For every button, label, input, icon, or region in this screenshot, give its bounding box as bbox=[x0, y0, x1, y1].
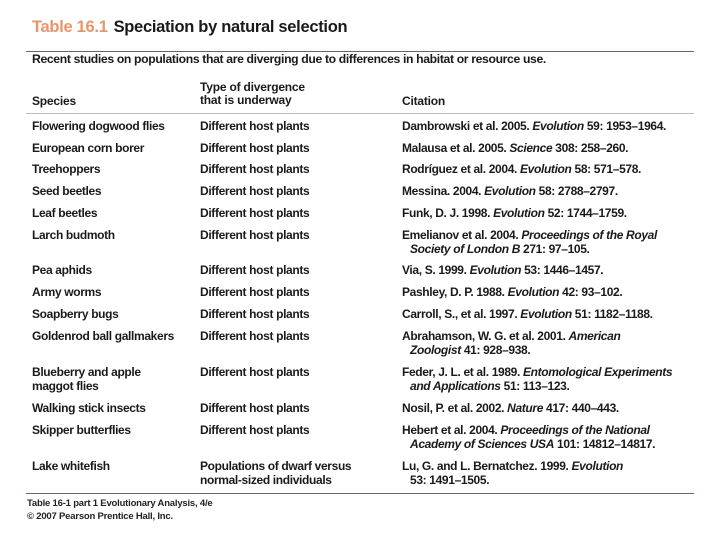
divergence-type-cell bbox=[200, 459, 400, 487]
header-species: Species bbox=[32, 94, 76, 108]
citation-text: Hebert et al. 2004. bbox=[402, 423, 501, 437]
journal-name: Evolution bbox=[484, 184, 536, 198]
species-cell bbox=[32, 162, 197, 176]
species-cell bbox=[32, 307, 197, 321]
divergence-type-cell-line: Different host plants bbox=[200, 423, 310, 437]
species-cell-line: Leaf beetles bbox=[32, 206, 98, 220]
divergence-type-cell bbox=[200, 423, 400, 437]
divergence-type-cell-line: Different host plants bbox=[200, 263, 310, 277]
citation-text: 271: 97–105. bbox=[520, 242, 590, 256]
journal-name: Society of London B bbox=[410, 242, 521, 256]
citation-cell bbox=[402, 206, 712, 220]
journal-name: Nature bbox=[507, 401, 544, 415]
journal-name: and Applications bbox=[410, 379, 501, 393]
citation-cell bbox=[402, 228, 712, 256]
species-cell-line: European corn borer bbox=[32, 141, 145, 155]
citation-cell bbox=[402, 365, 712, 393]
divergence-type-cell-line: Different host plants bbox=[200, 228, 310, 242]
divergence-type-cell-line: Different host plants bbox=[200, 184, 310, 198]
citation-cell bbox=[402, 401, 712, 415]
table-title-text: Speciation by natural selection bbox=[113, 18, 348, 36]
species-cell-line: Soapberry bugs bbox=[32, 307, 119, 321]
journal-name: Evolution bbox=[532, 119, 584, 133]
footer-copyright: © 2007 Pearson Prentice Hall, Inc. bbox=[27, 511, 173, 522]
citation-line bbox=[402, 459, 712, 473]
citation-text: 308: 258–260. bbox=[552, 141, 629, 155]
divergence-type-cell-line: Different host plants bbox=[200, 307, 310, 321]
citation-cell bbox=[402, 119, 712, 133]
citation-text: Dambrowski et al. 2005. bbox=[402, 119, 533, 133]
citation-text: Nosil, P. et al. 2002. bbox=[402, 401, 508, 415]
divergence-type-cell-line: Different host plants bbox=[200, 141, 310, 155]
divergence-type-cell-line: Different host plants bbox=[200, 365, 310, 379]
citation-text: Rodríguez et al. 2004. bbox=[402, 162, 520, 176]
species-cell-line: Treehoppers bbox=[32, 162, 101, 176]
citation-cell bbox=[402, 141, 712, 155]
divergence-type-cell bbox=[200, 263, 400, 277]
citation-text: 53: 1491–1505. bbox=[410, 473, 490, 487]
species-cell bbox=[32, 141, 197, 155]
citation-line bbox=[402, 285, 712, 299]
citation-line bbox=[402, 206, 712, 220]
header-rule bbox=[26, 113, 694, 114]
header-type-line1: Type of divergence bbox=[200, 80, 305, 94]
journal-name: Evolution bbox=[571, 459, 624, 473]
citation-text: Malausa et al. 2005. bbox=[402, 141, 510, 155]
journal-name: Evolution bbox=[469, 263, 522, 277]
species-cell-line: Pea aphids bbox=[32, 263, 92, 277]
table-caption: Recent studies on populations that are diverging due to differences in habitat or resource use. bbox=[32, 52, 546, 66]
divergence-type-cell-line: Different host plants bbox=[200, 162, 310, 176]
citation-text: 42: 93–102. bbox=[559, 285, 623, 299]
divergence-type-cell bbox=[200, 228, 400, 242]
divergence-type-cell-line: Different host plants bbox=[200, 285, 310, 299]
divergence-type-cell bbox=[200, 285, 400, 299]
divergence-type-cell bbox=[200, 329, 400, 343]
citation-line bbox=[402, 473, 712, 487]
divergence-type-cell bbox=[200, 141, 400, 155]
species-cell-line: Seed beetles bbox=[32, 184, 102, 198]
citation-text: 51: 1182–1188. bbox=[571, 307, 653, 321]
species-cell bbox=[32, 423, 197, 437]
divergence-type-cell bbox=[200, 162, 400, 176]
journal-name: Evolution bbox=[520, 162, 572, 176]
species-cell-line: Flowering dogwood flies bbox=[32, 119, 165, 133]
footer-source: Table 16-1 part 1 Evolutionary Analysis, 4/e bbox=[27, 498, 213, 509]
citation-text: 101: 14812–14817. bbox=[554, 437, 656, 451]
bottom-rule bbox=[26, 493, 694, 494]
citation-text: Abrahamson, W. G. et al. 2001. bbox=[402, 329, 569, 343]
journal-name: Evolution bbox=[507, 285, 560, 299]
species-cell-line: Lake whitefish bbox=[32, 459, 110, 473]
citation-text: 52: 1744–1759. bbox=[544, 206, 627, 220]
citation-text: Carroll, S., et al. 1997. bbox=[402, 307, 521, 321]
citation-line bbox=[402, 423, 712, 437]
divergence-type-cell-line: Different host plants bbox=[200, 119, 310, 133]
divergence-type-cell bbox=[200, 206, 400, 220]
citation-cell bbox=[402, 329, 712, 357]
species-cell-line: Walking stick insects bbox=[32, 401, 146, 415]
divergence-type-cell-line: Different host plants bbox=[200, 401, 310, 415]
journal-name: American bbox=[568, 329, 621, 343]
header-type-line2: that is underway bbox=[200, 93, 292, 107]
citation-text: Lu, G. and L. Bernatchez. 1999. bbox=[402, 459, 572, 473]
citation-text: 417: 440–443. bbox=[543, 401, 619, 415]
citation-text: 59: 1953–1964. bbox=[583, 119, 667, 133]
citation-cell bbox=[402, 285, 712, 299]
citation-line bbox=[402, 401, 712, 415]
species-cell-line: maggot flies bbox=[32, 379, 99, 393]
citation-text: 41: 928–938. bbox=[460, 343, 531, 357]
citation-line bbox=[402, 228, 712, 242]
citation-text: Funk, D. J. 1998. bbox=[402, 206, 494, 220]
species-cell-line: Blueberry and apple bbox=[32, 365, 141, 379]
citation-cell bbox=[402, 162, 712, 176]
citation-text: Via, S. 1999. bbox=[402, 263, 470, 277]
citation-line bbox=[402, 365, 712, 379]
citation-text: 53: 1446–1457. bbox=[521, 263, 604, 277]
species-cell bbox=[32, 329, 197, 343]
journal-name: Academy of Sciences USA bbox=[410, 437, 555, 451]
divergence-type-cell bbox=[200, 307, 400, 321]
species-cell-line: Skipper butterflies bbox=[32, 423, 131, 437]
species-cell bbox=[32, 263, 197, 277]
divergence-type-cell bbox=[200, 184, 400, 198]
citation-line bbox=[402, 343, 712, 357]
divergence-type-cell bbox=[200, 119, 400, 133]
citation-cell bbox=[402, 263, 712, 277]
header-citation: Citation bbox=[402, 94, 446, 108]
species-cell bbox=[32, 228, 197, 242]
citation-text: 51: 113–123. bbox=[500, 379, 570, 393]
journal-name: Science bbox=[509, 141, 553, 155]
citation-text: Feder, J. L. et al. 1989. bbox=[402, 365, 523, 379]
journal-name: Evolution bbox=[493, 206, 545, 220]
species-cell-line: Army worms bbox=[32, 285, 102, 299]
divergence-type-cell bbox=[200, 365, 400, 379]
citation-line bbox=[402, 329, 712, 343]
journal-name: Proceedings of the National bbox=[500, 423, 650, 437]
citation-text: 58: 571–578. bbox=[571, 162, 642, 176]
journal-name: Entomological Experiments bbox=[522, 365, 673, 379]
divergence-type-cell-line: Different host plants bbox=[200, 329, 310, 343]
citation-line bbox=[402, 162, 712, 176]
citation-line bbox=[402, 437, 712, 451]
citation-line bbox=[402, 242, 712, 256]
journal-name: Evolution bbox=[520, 307, 572, 321]
divergence-type-cell-line: Different host plants bbox=[200, 206, 310, 220]
species-cell bbox=[32, 119, 197, 133]
citation-line bbox=[402, 263, 712, 277]
citation-text: Messina. 2004. bbox=[402, 184, 485, 198]
species-cell bbox=[32, 459, 197, 473]
species-cell bbox=[32, 365, 197, 393]
species-cell-line: Larch budmoth bbox=[32, 228, 115, 242]
citation-text: 58: 2788–2797. bbox=[535, 184, 618, 198]
journal-name: Zoologist bbox=[410, 343, 461, 357]
citation-cell bbox=[402, 459, 712, 487]
divergence-type-cell-line: normal-sized individuals bbox=[200, 473, 332, 487]
species-cell bbox=[32, 184, 197, 198]
table-title bbox=[32, 18, 347, 37]
species-cell bbox=[32, 285, 197, 299]
citation-line bbox=[402, 141, 712, 155]
citation-cell bbox=[402, 307, 712, 321]
header-type bbox=[200, 81, 305, 107]
citation-text: Pashley, D. P. 1988. bbox=[402, 285, 508, 299]
citation-cell bbox=[402, 423, 712, 451]
divergence-type-cell-line: Populations of dwarf versus bbox=[200, 459, 352, 473]
species-cell bbox=[32, 401, 197, 415]
citation-line bbox=[402, 307, 712, 321]
species-cell bbox=[32, 206, 197, 220]
citation-text: Emelianov et al. 2004. bbox=[402, 228, 522, 242]
table-number: Table 16.1 bbox=[32, 18, 108, 36]
citation-line bbox=[402, 119, 712, 133]
journal-name: Proceedings of the Royal bbox=[521, 228, 657, 242]
divergence-type-cell bbox=[200, 401, 400, 415]
citation-line bbox=[402, 379, 712, 393]
citation-line bbox=[402, 184, 712, 198]
citation-cell bbox=[402, 184, 712, 198]
species-cell-line: Goldenrod ball gallmakers bbox=[32, 329, 174, 343]
